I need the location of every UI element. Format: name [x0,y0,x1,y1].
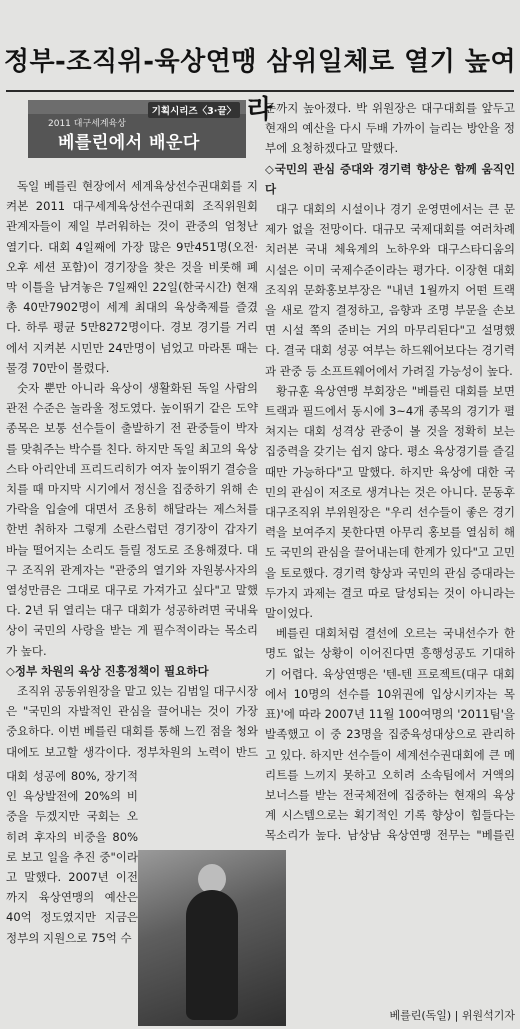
byline-reporter: 베를린(독일) | 위원석기자 [389,1009,515,1022]
paragraph: 독일 베를린 현장에서 세계육상선수권대회를 지켜본 2011 대구세계육상선수권대회 조직위원회 관계자들이 제일 부러워하는 것이 관중의 엄청난 열기다. 대회 4일째에 가장 많은 9만451명(오전·오후 세션 포함)이 경기장을 찾은 것을 비롯해 폐막 이틀을 남겨놓은 7일째인 22일(한국시간) 현재 총 40만7902명이 세계 최대의 육상축제를 즐겼다. 하루 평균 5만8272명이다. 경보 경기를 거리에서 지켜본 시민만 24만명이 넘었고 마라톤 때는 물경 70만이 몰렸다. [6,179,258,375]
athlete-photo [138,850,286,1026]
banner-kicker: 2011 대구세계육상 [48,119,126,129]
series-tag: 기획시리즈〈3·끝〉 [148,102,240,118]
paragraph: 숫자 뿐만 아니라 육상이 생활화된 독일 사람의 관전 수준은 놀라울 정도였다. 높이뛰기 같은 도약종목은 보통 선수들이 출발하기 전 관중들이 박자를 맞춰주는 박수를 친다. 하지만 독일 최고의 육상스타 아리안네 프리드리히가 여자 높이뛰기 결승을 치를 때 마지막 시기에서 정신을 집중하기 위해 손가락을 입술에 대면서 조용히 해달라는 제스처를 한번 취하자 그렇게 소란스럽던 경기장이 갑자기 바늘 떨어지는 소리도 들릴 정도로 조용해졌다. 대구 조직위 관계자는 "관중의 열기와 자원봉사자의 열성만큼은 그대로 대구로 가져가고 싶다"고 말했다. 2년 뒤 열리는 대구 대회가 성공하려면 국내육상이 국민의 사랑을 받는 게 필수적이라는 목소리가 높다. [6,381,258,658]
headline-rule [6,90,514,92]
article-left-narrow-column [6,766,138,1024]
paragraph: 황규훈 육상연맹 부회장은 "베를린 대회를 보면 트랙과 필드에서 동시에 3~4개 종목의 경기가 펼쳐지는 대회 성격상 관중이 볼 것을 정확히 보는 집중력을 갖기는 쉽지 않다. 평소 육상경기를 즐길 때만 가능하다"고 말했다. 하지만 육상에 대한 국민의 관심이 저조로 생겨나는 것은 아니다. 문동후 대구조직위 부위원장은 "우리 선수들이 좋은 경기력을 보여주지 못한다면 아무리 홍보를 열심히 해도 국민의 관심을 끌어내는데 한계가 있다"고 고민을 토로했다. 경기력 향상과 국민의 관심 증대라는 두가지 과제는 결코 따로 달성되는 것이 아니라는 말이었다. [265,383,515,621]
subheading: ◇국민의 관심 증대와 경기력 향상은 함께 움직인다 [265,161,515,196]
paragraph: 대회 성공에 80%, 장기적인 육상발전에 20%의 비중을 두겠지만 국회는 오히려 후자의 비중을 80%로 보고 일을 추진 중"이라고 말했다. 2007년 이전까지 육상연맹의 예산은 40억 정도였지만 지금은 정부의 지원으로 75억 수 [6,769,138,945]
series-banner [28,100,246,158]
banner-title: 베를린에서 배운다 [58,133,200,153]
headline: 정부-조직위-육상연맹 삼위일체로 열기 높여라 [3,47,517,125]
article-left-column [6,176,258,766]
article-right-column [265,98,515,850]
paragraph: 준까지 높아졌다. 박 위원장은 대구대회를 앞두고 현재의 예산을 다시 두배 가까이 늘리는 방안을 정부에 요청하겠다고 말했다. [265,101,515,156]
paragraph: 베를린 대회처럼 결선에 오르는 국내선수가 한 명도 없는 상황이 이어진다면 흥행성공도 기대하기 어렵다. 육상연맹은 '텐-텐 프로젝트(대구 대회에서 10명의 선수를 10위권에 입상시키자는 목표)'에 따라 2007년 11월 100여명의 '2011팀'을 발족했고 이 중 23명을 집중육성대상으로 관리하고 있다. 하지만 선수들이 세계선수권대회에 큰 메리트를 느끼지 못하고 오히려 소속팀에서 거액의 보너스를 받는 전국체전에 집중하는 현재의 육상계 시스템으로는 획기적인 기록 향상이 힘들다는 목소리가 높다. 남상남 육상연맹 전무는 "베를린 [265,626,515,843]
byline [265,1006,515,1026]
photo-figure-icon [186,890,238,1020]
subheading: ◇정부 차원의 육상 진흥정책이 필요하다 [6,663,209,678]
paragraph: 대구 대회의 시설이나 경기 운영면에서는 큰 문제가 없을 전망이다. 대규모 국제대회를 여러차례 치러본 국내 체육계의 노하우와 대구스타디움의 시설은 이미 국제수준이라는 평가다. 이장현 대회 조직위 문화홍보부장은 "내년 1월까지 어떤 트랙을 새로 깔지 결정하고, 음향과 조명 부문을 손보면 시설 쪽의 준비는 거의 마무리된다"고 설명했다. 결국 대회 성공 여부는 하드웨어보다는 경기력과 관중 등 소프트웨어에서 가려질 가능성이 높다. [265,202,515,378]
paragraph: 조직위 공동위원장을 맡고 있는 김범일 대구시장은 "국민의 자발적인 관심을 끌어내는 것이 가장 중요하다. 이번 베를린 대회를 통해 느낀 점을 청와대에도 보고할 생각이다. 정부차원의 노력이 반드 [6,684,258,759]
